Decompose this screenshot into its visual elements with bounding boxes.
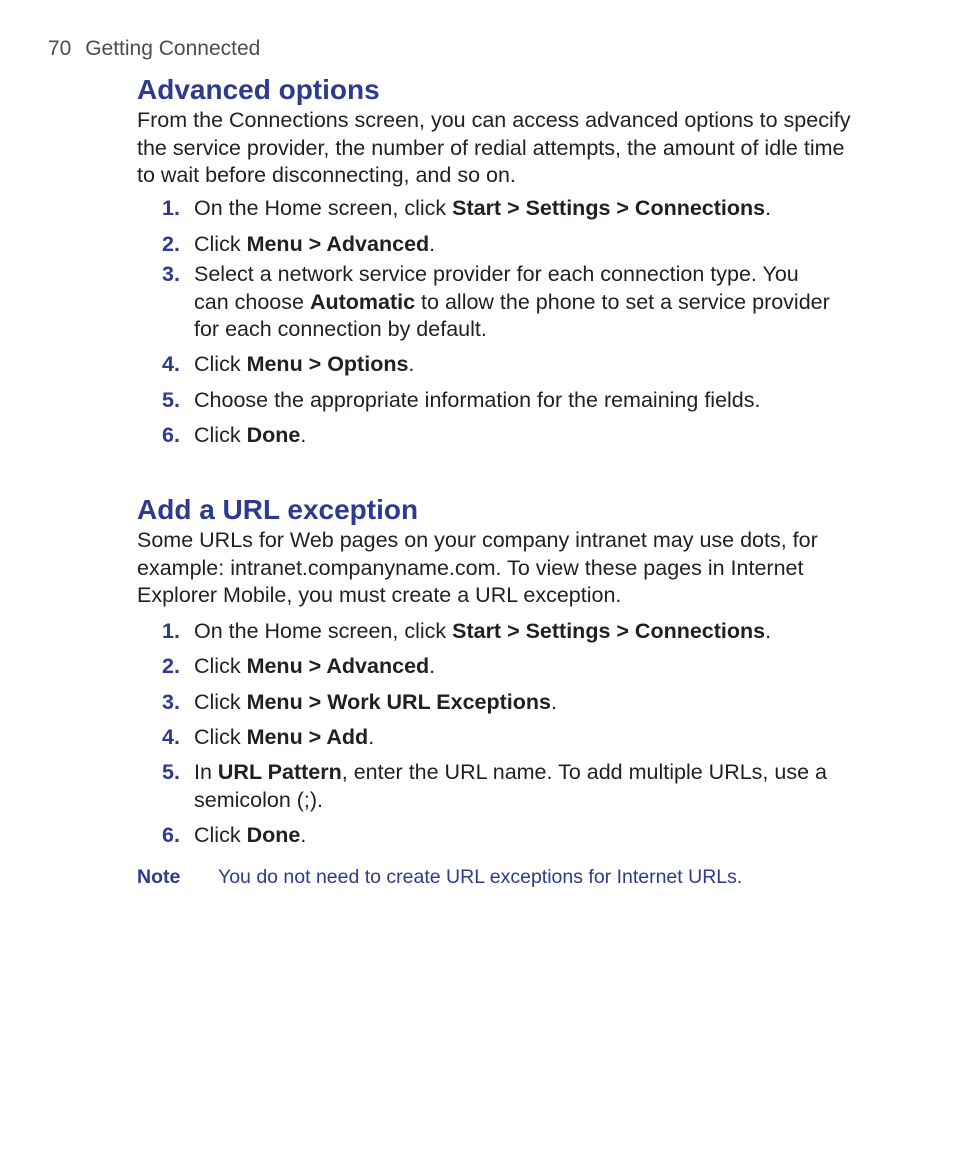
- step-text-run: .: [429, 654, 436, 678]
- ui-path-text: Menu > Advanced: [246, 654, 430, 678]
- ui-path-text: Automatic: [309, 289, 416, 314]
- ui-path-text: Menu > Options: [246, 352, 409, 376]
- step-text-run: Click: [194, 690, 247, 714]
- step-text-run: Click: [194, 823, 247, 847]
- running-header: [48, 37, 260, 61]
- step-text-run: .: [300, 823, 307, 847]
- step-text-run: to allow the phone to set a service provider for each connection by default.: [194, 289, 830, 341]
- chapter-title: Getting Connected: [85, 37, 261, 60]
- section-intro-url-exception: Some URLs for Web pages on your company intranet may use dots, for example: intranet.companyname.com. To view these pages in Internet Explorer Mobile, you must create a URL exception.: [137, 528, 818, 607]
- ui-path-text: Start > Settings > Connections: [452, 619, 766, 643]
- step-number: 4.: [162, 352, 180, 376]
- step-text: [194, 822, 864, 850]
- ui-path-text: Menu > Add: [246, 725, 369, 749]
- step-number: 5.: [162, 760, 180, 784]
- step-number: 6.: [162, 823, 180, 847]
- note-text: You do not need to create URL exceptions for Internet URLs.: [218, 866, 743, 888]
- section-intro-advanced-options: From the Connections screen, you can access advanced options to specify the service provider, the number of redial attempts, the amount of idle time to wait before disconnecting, and so on.: [137, 108, 851, 187]
- step-text-run: Click: [194, 725, 247, 749]
- step-number: 1.: [162, 619, 180, 643]
- step-text-run: On the Home screen, click: [194, 196, 453, 220]
- step-text: [194, 195, 864, 223]
- step-text: [194, 261, 834, 344]
- step-text-run: Click: [194, 423, 247, 447]
- step-number: 5.: [162, 388, 180, 412]
- step-text-run: Select a network service provider for each connection type. You can choose: [194, 262, 799, 314]
- step-text-run: .: [551, 690, 557, 714]
- step-text: [194, 653, 864, 681]
- step-text-run: .: [368, 725, 375, 749]
- step-text: [194, 351, 864, 379]
- step-number: 2.: [162, 232, 180, 256]
- step-text-run: , enter the URL name. To add multiple URLs, use a semicolon (;).: [194, 760, 827, 812]
- section-heading-url-exception: Add a URL exception: [137, 494, 419, 525]
- ui-path-text: Done: [246, 823, 301, 847]
- step-text: [194, 689, 864, 717]
- step-text: [194, 387, 864, 415]
- step-text-run: Click: [194, 654, 247, 678]
- section-heading-advanced-options: Advanced options: [137, 74, 380, 105]
- ui-path-text: Menu > Advanced: [246, 232, 430, 256]
- step-number: 6.: [162, 423, 180, 447]
- step-text: [194, 422, 864, 450]
- note-label: Note: [137, 866, 181, 888]
- ui-path-text: Done: [246, 423, 301, 447]
- step-text: [194, 724, 864, 752]
- step-text-run: .: [765, 619, 772, 643]
- step-text-run: Choose the appropriate information for the remaining fields.: [194, 388, 761, 412]
- step-number: 2.: [162, 654, 180, 678]
- ui-path-text: URL Pattern: [217, 760, 342, 784]
- step-text-run: On the Home screen, click: [194, 619, 453, 643]
- step-text-run: .: [300, 423, 307, 447]
- step-text: [194, 618, 864, 646]
- step-text-run: .: [408, 352, 415, 376]
- step-text-run: Click: [194, 352, 247, 376]
- step-number: 1.: [162, 196, 180, 220]
- step-text: [194, 231, 864, 259]
- step-text: [194, 759, 854, 814]
- step-text-run: Click: [194, 232, 247, 256]
- ui-path-text: Start > Settings > Connections: [452, 196, 766, 220]
- step-number: 3.: [162, 690, 180, 714]
- step-text-run: .: [765, 196, 772, 220]
- step-text-run: In: [194, 760, 218, 784]
- step-text-run: .: [429, 232, 436, 256]
- ui-path-text: Menu > Work URL Exceptions: [246, 690, 552, 714]
- step-number: 4.: [162, 725, 180, 749]
- step-number: 3.: [162, 262, 180, 286]
- page-number: 70: [48, 37, 72, 60]
